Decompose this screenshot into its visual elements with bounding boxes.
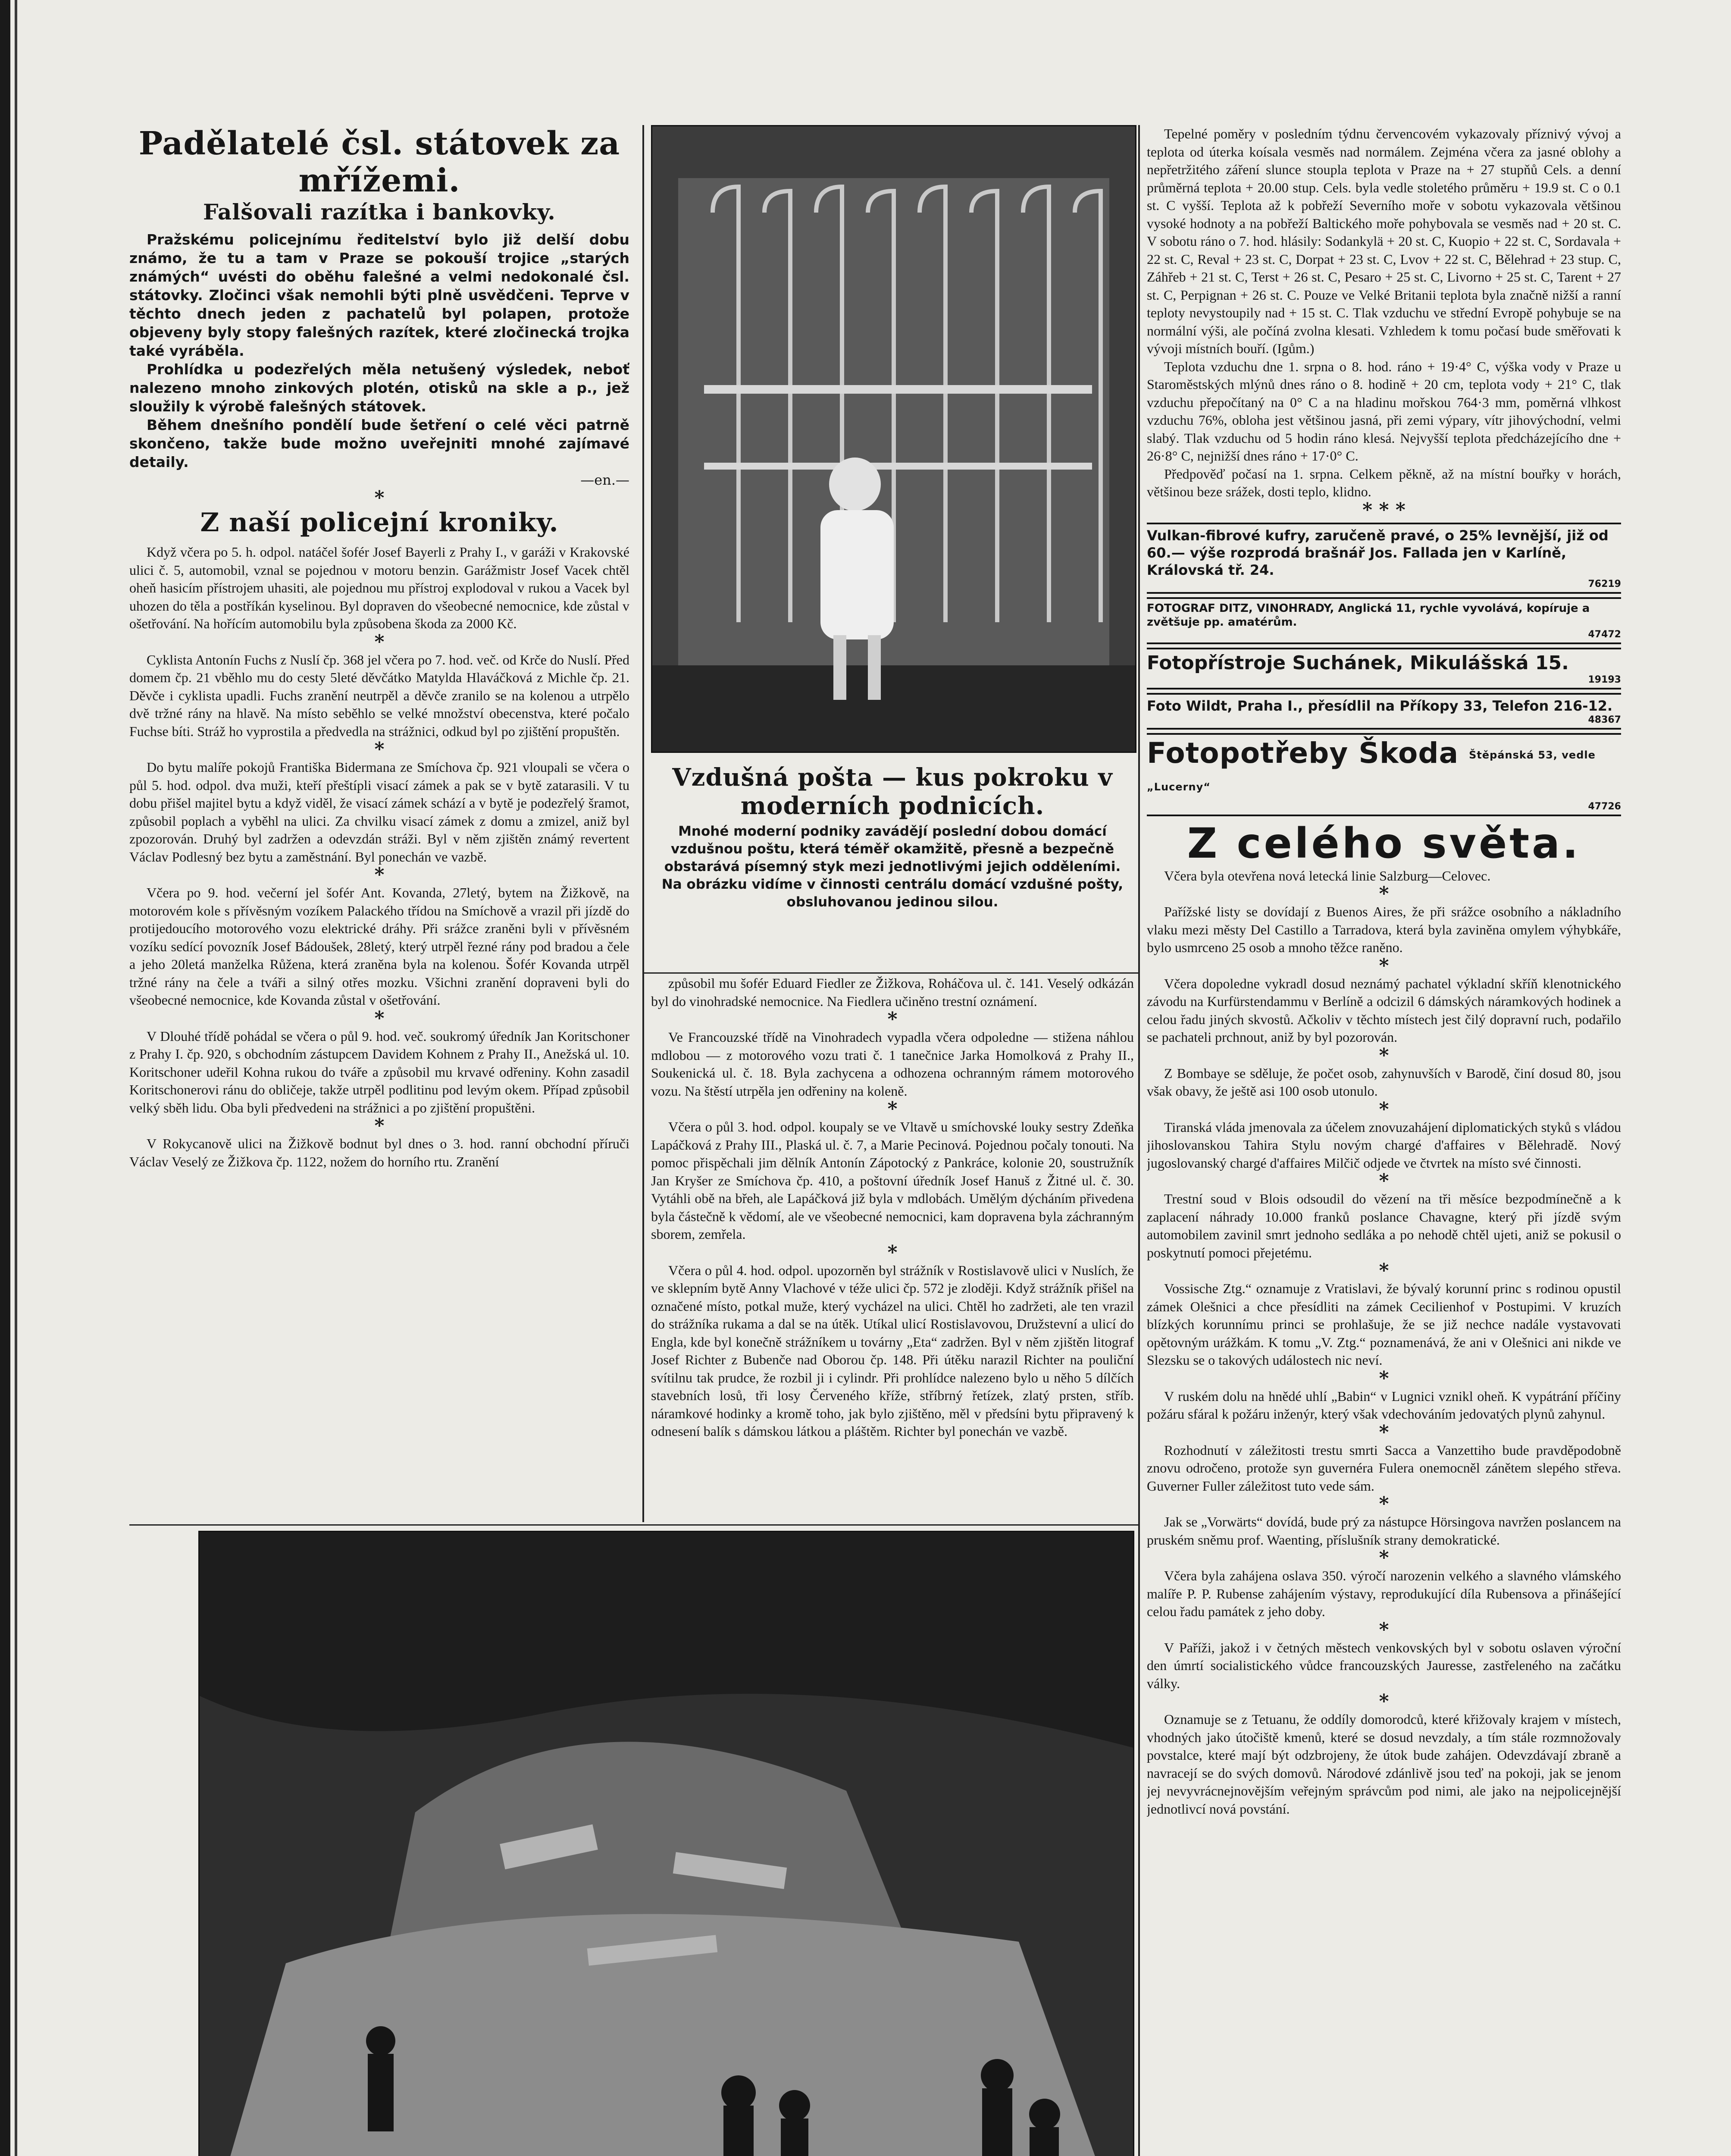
advert-suitcases-text: Vulkan-fibrové kufry, zaručeně pravé, o 25% levnější, již od 60.— výše rozprodá brašnář Jos. Fallada jen v Karlíně, Královská tř. 24. bbox=[1147, 527, 1609, 578]
world-news-item: V Paříži, jakož i v četných městech venkovských byl v sobotu oslaven výroční den úmrtí socialistického vůdce francouzských Jauresse, zastřeleného na začátku války. bbox=[1147, 1639, 1621, 1691]
page-binding-edge bbox=[0, 0, 10, 2156]
world-news-item: Vossische Ztg.“ oznamuje z Vratislavi, že bývalý korunní princ s rodinou opustil zámek Olešnici a chce přesídliti na zámek Cecilienhof v Postupimi. V kruzích blízkých korunnímu princi se prohlašuje, že se již nechce nadále vystavovati opětovným urážkám. K tomu „V. Ztg.“ poznamenává, že ani v Olešnici ani nikde ve Slezsku se o takových událostech nic neví. bbox=[1147, 1281, 1621, 1368]
world-news-item: Z Bombaye se sděluje, že počet osob, zahynuvších v Barodě, činí dosud 80, jsou však obavy, že ještě asi 100 osob utonulo. bbox=[1147, 1065, 1621, 1099]
world-news-item: Včera dopoledne vykradl dosud neznámý pachatel výkladní skříň klenotnického závodu na Kurfürstendammu v Berlíně a odcizil 6 dámských náramkových hodinek a celou řadu jiných skvostů. Ačkoliv v těchto místech jest čilý dopravní ruch, podařilo se pachateli prchnout, aniž by byl pozorován. bbox=[1147, 975, 1621, 1045]
article-counterfeiters-signature: —en.— bbox=[580, 472, 629, 488]
section-separator: * bbox=[1379, 1170, 1389, 1192]
article-counterfeiters-p3: Během dnešního pondělí bude šetření o celé věci patrně skončeno, takže bude možno uveřejniti mnohé zajímavé detaily. bbox=[129, 417, 629, 470]
section-separator: * bbox=[1379, 1618, 1389, 1641]
advert-ditz-text: FOTOGRAF DITZ, VINOHRADY, Anglická 11, rychle vyvolává, kopíruje a zvětšuje pp. amatérům. bbox=[1147, 602, 1590, 629]
world-news-item: Pařížské listy se dovídají z Buenos Aires, že při srážce osobního a nákladního vlaku mezi městy Del Castillo a Tarradova, která byla zaviněna omylem výhybkáře, bylo usmrceno 25 osob a mnoho těžce raněno. bbox=[1147, 904, 1621, 955]
advert-suchanek-text: Fotopřístroje Suchánek, Mikulášská 15. bbox=[1147, 652, 1569, 674]
section-separator: * bbox=[1379, 1493, 1389, 1515]
section-separator: * bbox=[1379, 1367, 1389, 1389]
headline-counterfeiters: Padělatelé čsl. státovek za mřížemi. bbox=[138, 125, 620, 199]
section-separator: * * * bbox=[1362, 498, 1405, 521]
section-separator: * bbox=[374, 487, 385, 509]
section-separator: * bbox=[887, 1098, 898, 1120]
world-news-item: Včera byla otevřena nová letecká linie Salzburg—Celovec. bbox=[1164, 868, 1491, 884]
section-separator: * bbox=[887, 1241, 898, 1263]
weather-forecast: Předpověď počasí na 1. srpna. Celkem pěkně, až na místní bouřky v horách, většinou beze srážek, dosti teplo, klidno. bbox=[1147, 466, 1621, 499]
headline-world-news: Z celého světa. bbox=[1187, 819, 1581, 868]
section-separator: * bbox=[887, 1008, 898, 1030]
chronicle-item: způsobil mu šofér Eduard Fiedler ze Žižkova, Roháčova ul. č. 141. Veselý odkázán byl do vinohradské nemocnice. Na Fiedlera učiněno trestní oznámení. bbox=[651, 975, 1134, 1009]
advert-wildt-number: 48367 bbox=[1588, 714, 1621, 725]
section-separator: * bbox=[374, 1115, 385, 1137]
world-news-item: Jak se „Vorwärts“ dovídá, bude prý za nástupce Hörsingova navržen poslancem na pruském sněmu prof. Waenting, příslušník strany demokratické. bbox=[1147, 1514, 1621, 1548]
photo-title-pneumatic-post: Vzdušná pošta — kus pokroku v moderních podnicích. bbox=[672, 763, 1113, 820]
advert-photographer-ditz bbox=[1147, 597, 1621, 644]
column-rule-a bbox=[642, 125, 644, 1522]
chronicle-item: V Dlouhé třídě pohádal se včera o půl 9. hod. več. soukromý úředník Jan Koritschoner z Prahy I. čp. 920, s obchodním zástupcem Davidem Kohnem z Prahy II., Anežská ul. 10. Koritschoner udeřil Kohna rukou do tváře a způsobil mu krvavé odřeniny. Kohn zasadil Koritschonerovi ránu do obličeje, takže utrpěl podlitinu pod levým okem. Případ způsobil velký sběh lidu. Oba byli předvedeni na strážnici a po zjištění propuštěni. bbox=[129, 1028, 629, 1116]
advert-wildt bbox=[1147, 693, 1621, 730]
section-separator: * bbox=[1379, 1260, 1389, 1282]
chronicle-item: Do bytu malíře pokojů Františka Bidermana ze Smíchova čp. 921 vloupali se včera o půl 5. hod. odpol. dva muži, kteří přeštípli visací zámek a pak se v bytě zatarasili. V tu dobu přišel majitel bytu a když viděl, že visací zámek schází a v bytě je podezřelý šramot, způsobil poplach a vyběhl na ulici. Za chvilku visací zámek z domu a zmizel, aniž byl zpozorován. Druhý byl zadržen a odevzdán stráži. Byl v něm zjištěn známý revertent Václav Podlesný bez bytu a zaměstnání. Byl ponechán ve vazbě. bbox=[129, 759, 629, 865]
advert-suitcases bbox=[1147, 523, 1621, 594]
advert-skoda-text bbox=[1147, 737, 1621, 801]
section-separator: * bbox=[1379, 1690, 1389, 1712]
world-news-item: Trestní soud v Blois odsoudil do vězení na tři měsíce bezpodmínečně a k zaplacení náhrady 10.000 franků poslance Chavagne, který při jízdě svým automobilem zavinil smrt jednoho sedláka a po nehodě chtěl ujeti, aniž se pokusil o poskytnutí pomoci přejetému. bbox=[1147, 1191, 1621, 1260]
chronicle-item: Včera o půl 4. hod. odpol. upozorněn byl strážník v Rostislavově ulici v Nuslích, že ve sklepním bytě Anny Vlachové v téže ulici čp. 572 je zloději. Když strážník přišel na označené místo, potkal muže, který vycházel na ulici. Chtěl ho zadržeti, ale ten vrazil do strážníka rukama a dal se na útěk. Utíkal ulicí Rostislavovou, Družstevní a ulicí do Engla, kde byl konečně strážníkem u továrny „Eta“ zadržen. Byl v něm zjištěn litograf Josef Richter z Bubenče nad Oborou čp. 148. Při útěku narazil Richter na pouliční svítilnu tak prudce, že rozbil ji i cylindr. Při prohlídce nalezeno bylo u něho 5 dílčích stavebních losů, tři losy Červeného kříže, stříbrný řetízek, zlatý prsten, stříb. náramkové hodinky a kromě toho, jak bylo zjištěno, měl v předsíni bytu připravený k odnesení balík s dámskou látkou a pláštěm. Richter byl ponechán ve vazbě. bbox=[651, 1262, 1134, 1439]
column-rule-c bbox=[1138, 125, 1140, 2156]
advert-suitcases-number: 76219 bbox=[1588, 578, 1621, 589]
chronicle-item: Včera o půl 3. hod. odpol. koupaly se ve Vltavě u smíchovské louky sestry Zdeňka Lapáčková z Prahy III., Plaská ul. č. 7, a Marie Pecinová. Pojednou počaly tonouti. Na pomoc přispěchali jim dělník Antonín Zápotocký z Pankráce, kolonie 20, soustružník Jan Kryšer ze Smíchova čp. 410, a poštovní úředník Josef Hanuš z Žitné ul. č. 30. Vytáhli obě na břeh, ale Lapáčková již byla v mdlobách. Umělým dýcháním přivedena byla částečně k vědomí, ale ve všeobecné nemocnici, kam dopravena byla záchranným sborem, zemřela. bbox=[651, 1119, 1134, 1242]
chronicle-item: Cyklista Antonín Fuchs z Nuslí čp. 368 jel včera po 7. hod. več. od Krče do Nuslí. Před domem čp. 21 vběhlo mu do cesty 5leté děvčátko Matylda Hlaváčková z Michle čp. 21. Děvče i cyklista upadli. Fuchs zranění neutrpěl a děvče zranilo se na kolenou a utrpělo dvě tržné rány na hlavě. Na místo seběhlo se velké množství obecenstva, které počalo Fuchse bíti. Stráž ho vyprostila a předvedla na strážnici, odkud byl po zjištění propuštěn. bbox=[129, 652, 629, 739]
section-separator: * bbox=[1379, 883, 1389, 905]
section-separator: * bbox=[374, 1007, 385, 1029]
section-separator: * bbox=[1379, 1044, 1389, 1066]
page-binding-line bbox=[15, 0, 17, 2156]
photo-london-collapse bbox=[198, 1531, 1134, 2156]
chronicle-item: Když včera po 5. h. odpol. natáčel šofér Josef Bayerli z Prahy I., v garáži v Krakovské ulici č. 5, automobil, vznal se pojednou v motoru benzin. Garážmistr Josef Vacek chtěl oheň hasicím přístrojem uhasiti, ale pojednou mu přístroj explodoval v rukou a Vacek byl uhozen do těla a postříkán kyselinou. Byl dopraven do všeobecné nemocnice, kde zůstal v ošetřování. Na hořícím automobilu byla způsobena škoda za 2000 Kč. bbox=[129, 544, 629, 631]
section-separator: * bbox=[374, 738, 385, 760]
advert-skoda-address: Štěpánská 53, vedle „Lucerny“ bbox=[1147, 749, 1596, 793]
section-separator: * bbox=[1379, 1547, 1389, 1569]
advert-suchanek-number: 19193 bbox=[1588, 674, 1621, 685]
world-news-item: Rozhodnutí v záležitosti trestu smrti Sacca a Vanzettiho bude pravděpodobně znovu odročeno, protože syn guvernéra Fulera onemocněl zánětem slepého střeva. Guverner Fuller záležitost tuto vede sám. bbox=[1147, 1442, 1621, 1494]
caption-pneumatic-post bbox=[653, 763, 1132, 911]
photo-caption-pneumatic-post: Mnohé moderní podniky zavádějí poslední dobou domácí vzdušnou poštu, která téměř okamžitě, přesně a bezpečně obstarává písemný styk mezi jednotlivými jejich odděleními. Na obrázku vidíme v činnosti centrálu domácí vzdušné pošty, obsluhovanou jedinou silou. bbox=[661, 824, 1124, 910]
subheadline-counterfeiters: Falšovali razítka i bankovky. bbox=[203, 199, 556, 225]
advert-wildt-text: Foto Wildt, Praha I., přesídlil na Příkopy 33, Telefon 216-12. bbox=[1147, 697, 1613, 714]
headline-police-chronicle: Z naší policejní kroniky. bbox=[200, 508, 559, 538]
advert-skoda-number: 47726 bbox=[1588, 801, 1621, 812]
photo-pneumatic-post bbox=[651, 125, 1136, 753]
article-counterfeiters-p2: Prohlídka u podezřelých měla netušený výsledek, neboť nalezeno mnoho zinkových plotén, otisků na skle a p., jež sloužily k výrobě falešných státovek. bbox=[129, 361, 629, 415]
column-middle bbox=[651, 975, 1134, 1522]
world-news-item: Tiranská vláda jmenovala za účelem znovuzahájení diplomatických styků s vládou jihoslovanskou Tahira Stylu novým chargé d'affaires v Bělehradě. Nový jugoslovanský chargé d'affaires Milčič odjede ve čtvrtek na místo své činnosti. bbox=[1147, 1119, 1621, 1171]
advert-skoda-name: Fotopotřeby Škoda bbox=[1147, 736, 1459, 770]
advert-ditz-number: 47472 bbox=[1588, 629, 1621, 640]
world-news-item: V ruském dolu na hnědé uhlí „Babin“ v Lugnici vznikl oheň. K vypátrání příčiny požáru sfáral k požáru inženýr, který však vdechováním jedovatých plynů zahynul. bbox=[1147, 1388, 1621, 1422]
chronicle-item: Ve Francouzské třídě na Vinohradech vypadla včera odpoledne — stižena náhlou mdlobou — z motorového vozu trati č. 1 tanečnice Jarka Homolková z Prahy II., Soukenická ul. č. 18. Byla zachycena a odhozena ochranným rámem motorového vozu. Na štěstí utrpěla jen odřeniny na koleně. bbox=[651, 1029, 1134, 1099]
world-news-item: Oznamuje se z Tetuanu, že oddíly domorodců, které křižovaly krajem v místech, vhodných jako útočiště kmenů, které se dosud nevzdaly, a tím stále rozmnožovaly povstalce, které mají být odzbrojeny, že útok bude zahájen. Odevzdávají zbraně a navracejí se do svých domovů. Národové zdánlivě jsou teď na pokoji, jak se jenom jej nevyvrácnejnovějším veřejným správcům pod nimi, ale jako na nejpolicejnější jednotlivcí nová povstání. bbox=[1147, 1711, 1621, 1817]
chronicle-item: V Rokycanově ulici na Žižkově bodnut byl dnes o 3. hod. ranní obchodní příruči Václav Veselý ze Žižkova čp. 1122, nožem do horního rtu. Zranění bbox=[129, 1136, 629, 1169]
advert-suchanek bbox=[1147, 648, 1621, 689]
section-separator: * bbox=[374, 864, 385, 886]
column-right bbox=[1147, 125, 1621, 2156]
chronicle-item: Včera po 9. hod. večerní jel šofér Ant. Kovanda, 27letý, bytem na Žižkově, na motorovém kole s přívěsným vozíkem Palackého třídou na Smíchově a vrazil při jízdě do protijedoucího motorového vozu elektrické dráhy. Při srážce zraněni byli v přívěsném vozíku sedící povozník Josef Bádoušek, 28letý, který utrpěl řezné rány pod bradou a čele a jeho 20letá manželka Růžena, která zraněna byla na kolenou. Šofér Kovanda utrpěl tržné rány na čele a tváři a silný otřes mozku. Všichni zranění dopraveni byli do všeobecné nemocnice, kde Kovanda zůstal v ošetřování. bbox=[129, 885, 629, 1008]
column-left bbox=[129, 125, 629, 1518]
section-separator: * bbox=[1379, 954, 1389, 977]
section-separator: * bbox=[374, 630, 385, 653]
article-counterfeiters-lead: Pražskému policejnímu ředitelství bylo již delší dobu známo, že tu a tam v Praze se pokouší trojice „starých známých“ uvésti do oběhu falešné a velmi nedokonalé čsl. státovky. Zločinci však nemohli býti plně usvědčeni. Teprve v těchto dnech jeden z pachatelů byl polapen, protože objeveny byly stopy falešných razítek, které zločinecká trojka také vyráběla. bbox=[129, 231, 629, 359]
weather-measurements: Teplota vzduchu dne 1. srpna o 8. hod. ráno + 19·4° C, výška vody v Praze u Staroměstských mlýnů dnes ráno o 8. hodině + 20 cm, teplota vody + 21° C, tlak vzduchu přepočítaný na 0° C a na hladinu mořskou 764·3 mm, poměrná vlhkost vzduchu 76%, obloha jest většinou jasná, při zemi výpary, vítr jihovýchodní, velmi slabý. Tlak vzduchu od 5 hodin ráno klesá. Nejvyšší teplota předcházejícího dne + 26·8° C, nejnižší dnes ráno + 17·0° C. bbox=[1147, 358, 1621, 464]
world-news-item: Včera byla zahájena oslava 350. výročí narozenin velkého a slavného vlámského malíře P. P. Rubense zahájením výstavy, reprodukující díla Rubensova a přinášející celou řadu památek z jeho doby. bbox=[1147, 1568, 1621, 1619]
rule-above-bottom-photo bbox=[129, 1524, 1138, 1526]
weather-report: Tepelné poměry v posledním týdnu červencovém vykazovaly příznivý vývoj a teplota od úterka koísala vesměs nad normálem. Zejména včera za jasné oblohy a nepřetržitého záření slunce stoupla teplota v Praze na + 27 stupňů Cels. a denní průměrná teplota + 20.00 stup. Cels. byla vedle stoletého průměru + 19.9 st. C o 0.1 st. C vyšší. Teplota až k pobřeží Severního moře v sobotu vykazovala většinou vysoké hodnoty a na pobřeží Baltického moře pohybovala se vesměs nad + 20 st. C. V sobotu ráno o 7. hod. hlásily: Sodankylä + 20 st. C, Kuopio + 22 st. C, Sordavala + 22 st. C, Reval + 23 st. C, Dorpat + 23 st. C, Lvov + 22 st. C, Bělehrad + 23 stup. C, Záhřeb + 21 st. C, Terst + 26 st. C, Pesaro + 25 st. C, Livorno + 25 st. C, Tarent + 27 st. C, Perpignan + 26 st. C. Pouze ve Velké Britanii teplota byla značně nižší a ranní teploty nevystoupily nad + 15 st. C. Tlak vzduchu ve střední Evropě pohybuje se na normální výši, ale počíná zvolna klesati. Vzhledem k tomu počasí bude směřovati k vývoji místních bouří. (Igům.) bbox=[1147, 126, 1621, 356]
section-separator: * bbox=[1379, 1098, 1389, 1120]
section-separator: * bbox=[1379, 1421, 1389, 1443]
rule-under-photo bbox=[642, 972, 1138, 974]
advert-skoda bbox=[1147, 733, 1621, 816]
